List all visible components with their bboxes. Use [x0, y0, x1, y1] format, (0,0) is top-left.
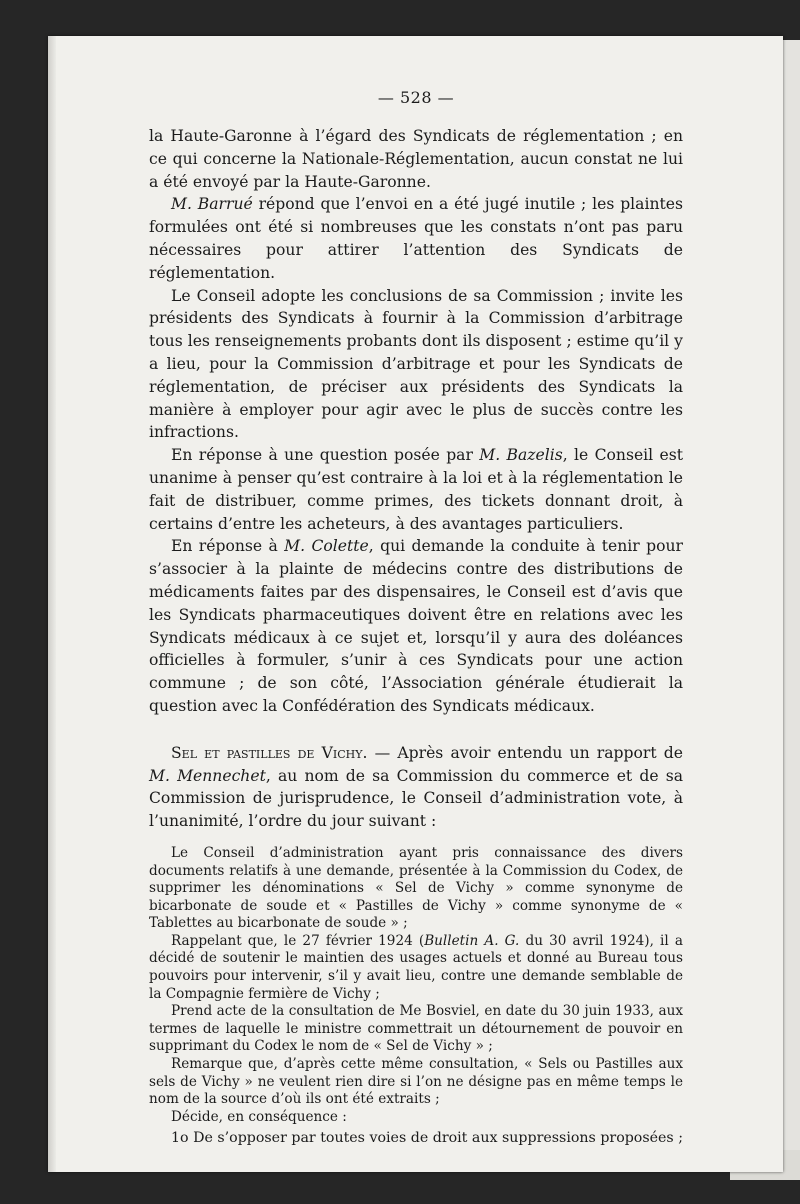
resolution-paragraph-4: Remarque que, d’après cette même consultation, « Sels ou Pastilles aux sels de Vichy » ne veulent rien dire si l’on ne désigne pas en même temps le nom de la source d’où ils ont été extraits ;	[149, 1056, 683, 1108]
paragraph-text: , qui demande la conduite à tenir pour s’associer à la plainte de médecins contre des distributions de médicaments faites par des dispensaires, le Conseil est d’avis que les Syndicats pharmaceutiques doivent être en relations avec les Syndicats médicaux à ce sujet et, lorsqu’il y aura des doléances officielles à formuler, s’unir à ces Syndicats pour une action commune ; de son côté, l’Association générale étudierait la question avec la Confédération des Syndicats médicaux.	[149, 537, 683, 715]
bulletin-reference: Bulletin A. G.	[424, 932, 520, 949]
page-number: — 528 —	[377, 88, 455, 107]
page-content	[149, 88, 683, 1148]
speaker-name: M. Bazelis	[479, 446, 563, 465]
paragraph-5	[149, 535, 683, 717]
paragraph-text: du 30 avril 1924), il a décidé de soutenir le maintien des usages actuels et donné au Bureau tous pouvoirs pour intervenir, s’il y avait lieu, contre une demande semblable de la Compagnie fermière de Vichy ;	[149, 932, 683, 1002]
resolution-paragraph-2	[149, 933, 683, 1003]
section-gap	[149, 718, 683, 742]
section-title: Sel et pastilles de Vichy.	[171, 743, 368, 762]
paragraph-text: , le Conseil est unanime à penser qu’est contraire à la loi et à la réglementation le fait de distribuer, comme primes, des tickets donnant droit, à certains d’entre les acheteurs, à des avantages particuliers.	[149, 446, 684, 533]
resolution-block	[149, 845, 683, 1148]
paragraph-text: En réponse à une question posée par	[171, 446, 480, 465]
resolution-paragraph-1: Le Conseil d’administration ayant pris connaissance des divers documents relatifs à une demande, présentée à la Commission du Codex, de supprimer les dénominations « Sel de Vichy » comme synonyme de bicarbonate de soude et « Pastilles de Vichy » comme synonyme de « Tablettes au bicarbonate de soude » ;	[149, 844, 683, 932]
paragraph-3: Le Conseil adopte les conclusions de sa Commission ; invite les présidents des Syndicats à fournir à la Commission d’arbitrage tous les renseignements probants dont ils disposent ; estime qu’il y a lieu, pour la Commission d’arbitrage et pour les Syndicats de réglementation, de préciser aux présidents des Syndicats la manière à employer pour agir avec le plus de succès contre les infractions.	[149, 286, 683, 442]
paragraph-1: la Haute-Garonne à l’égard des Syndicats de réglementation ; en ce qui concerne la Nationale-Réglementation, aucun constat ne lui a été envoyé par la Haute-Garonne.	[149, 127, 683, 191]
resolution-paragraph-3: Prend acte de la consultation de Me Bosviel, en date du 30 juin 1933, aux termes de laquelle le ministre commettrait un détournement de pouvoir en supprimant du Codex le nom de « Sel de Vichy » ;	[149, 1003, 683, 1055]
speaker-name: M. Barrué	[171, 195, 253, 214]
paragraph-text: Rappelant que, le 27 février 1924 (	[171, 932, 425, 949]
paragraph-6	[149, 742, 683, 833]
paragraph-text: En réponse à	[171, 537, 285, 556]
resolution-paragraph-6: 1o De s’opposer par toutes voies de droit aux suppressions proposées ;	[171, 1130, 683, 1147]
paragraph-4	[149, 444, 683, 535]
paragraph-text: — Après avoir entendu un rapport de	[367, 743, 683, 762]
paragraph-text: , au nom de sa Commission du commerce et de sa Commission de jurisprudence, le Conseil d’administration vote, à l’unanimité, l’ordre du jour suivant :	[149, 766, 683, 831]
resolution-paragraph-5: Décide, en conséquence :	[171, 1108, 347, 1125]
paragraph-2	[149, 193, 683, 284]
speaker-name: M. Colette	[284, 537, 369, 556]
paragraph-text: répond que l’envoi en a été jugé inutile ; les plaintes formulées ont été si nombreuses que les constats n’ont pas paru nécessaires pour attirer l’attention des Syndicats de réglementation.	[149, 195, 683, 282]
page-binding-edge	[48, 36, 56, 1172]
speaker-name: M. Mennechet	[149, 766, 266, 785]
